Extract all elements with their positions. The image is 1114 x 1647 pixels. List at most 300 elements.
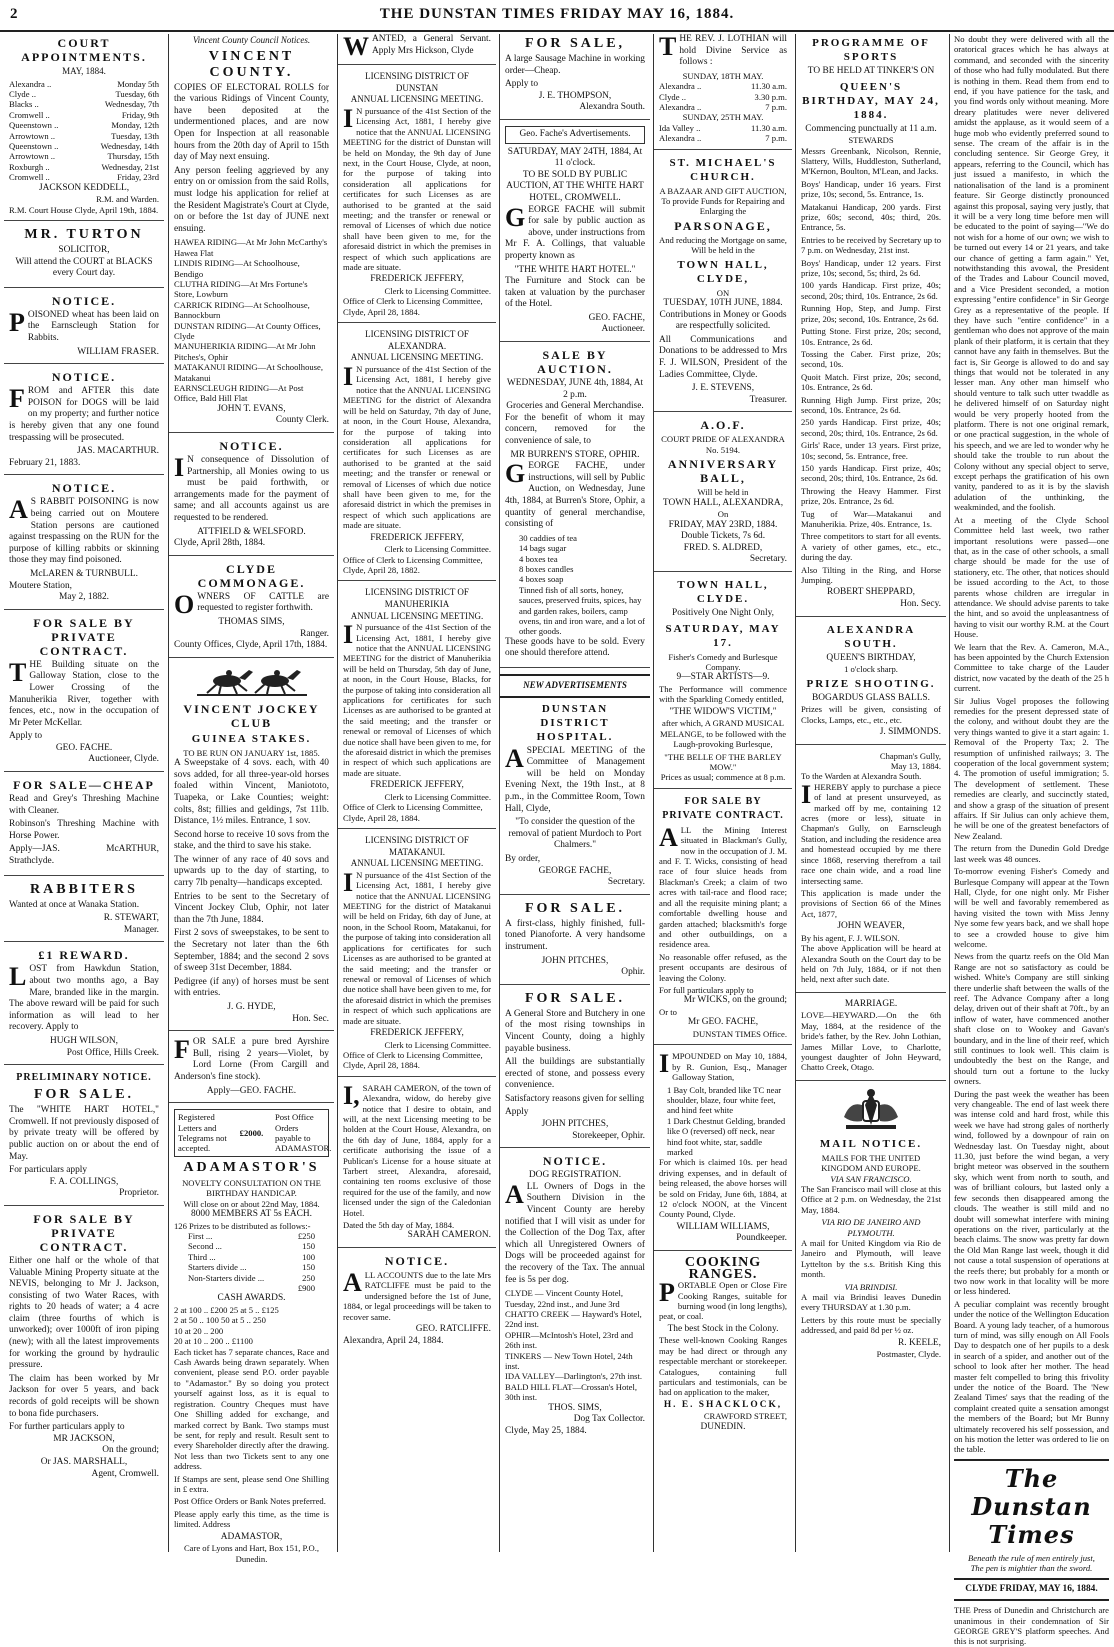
mine-signature: Mr GEO. FACHE, bbox=[687, 1017, 759, 1028]
riding-item: DUNSTAN RIDING—At County Offices, Clyde bbox=[174, 320, 321, 341]
rabbiters-signature: R. STEWART, bbox=[103, 913, 159, 924]
alex-prize: PRIZE SHOOTING. bbox=[806, 677, 936, 690]
th-date: SATURDAY, MAY 17. bbox=[665, 622, 781, 649]
reward-signature-title: Post Office, Hills Creek. bbox=[66, 1047, 159, 1058]
cheap-text: Read and Grey's Threshing Machine with Cleaner. bbox=[9, 794, 159, 816]
pc-signature: Or JAS. MARSHALL, bbox=[40, 1457, 128, 1467]
newspaper-logo: The Dunstan Times bbox=[971, 1463, 1092, 1549]
news-paragraph: The return from the Dunedin Gold Dredge last week was 48 ounces. bbox=[954, 843, 1109, 864]
hospital-meeting bbox=[500, 702, 650, 895]
bull-text: FOR SALE a pure bred Ayrshire Bull, rising 2 years—Violet, by Lord Lorne (From Cargill and Anderson's fine stock). bbox=[174, 1035, 329, 1082]
dog-stop: CLYDE — Vincent County Hotel, Tuesday, 22nd inst., and June 3rd bbox=[505, 1288, 624, 1309]
lic-title: LICENSING DISTRICT OF MANUHERIKIA bbox=[365, 587, 469, 609]
store-title: FOR SALE. bbox=[524, 990, 626, 1006]
riding-item: CARRICK RIDING—At Schoolhouse, Bannockburn bbox=[174, 299, 310, 321]
prize-row: Third ... 100 bbox=[188, 1251, 315, 1262]
vc-title: VINCENT COUNTY. bbox=[208, 48, 295, 80]
lic-signature-title: Clerk to Licensing Committee. bbox=[384, 791, 491, 802]
adam-prizes bbox=[174, 1231, 329, 1293]
court-place: R.M. Court House Clyde, April 19th, 1884. bbox=[9, 204, 159, 215]
court-row: Blacks .. Wednesday, 7th bbox=[9, 99, 159, 110]
columns bbox=[4, 32, 1112, 1647]
imp-text: For which is claimed 10s. per head driving expenses, and in default of being released, the above horses will be sold on Friday, June 6th, 1884, at 12 o'clock NOON, at the Vincent County Pound, Clyde. bbox=[659, 1157, 787, 1220]
adam-box-left: Registered Letters and Telegrams not accepted. bbox=[178, 1112, 227, 1154]
column-3 bbox=[337, 34, 496, 1552]
war-place: Chapman's Gully, bbox=[879, 750, 941, 761]
dog-signature-title: Dog Tax Collector. bbox=[573, 1414, 645, 1425]
lic-place: Office of Clerk to Licensing Committee, Clyde, April 28, 1884. bbox=[343, 802, 483, 823]
court-appointments bbox=[4, 36, 164, 221]
adam-prizes-intro: 126 Prizes to be distributed as follows:- bbox=[174, 1220, 311, 1231]
forsale-signature-title: Proprietor. bbox=[119, 1188, 159, 1199]
column-2 bbox=[168, 34, 334, 1564]
event-item: Entries to be received by Secretary up to 7 p.m. on Wednesday, 21st inst. bbox=[801, 234, 941, 256]
mail-title: MAIL NOTICE. bbox=[819, 1137, 923, 1150]
stewards-title: STEWARDS bbox=[848, 135, 894, 146]
sports-programme bbox=[796, 36, 946, 617]
alex-signature: J. SIMMONDS. bbox=[879, 727, 941, 738]
turton-text: Will attend the COURT at BLACKS every Court day. bbox=[15, 256, 153, 279]
sale-signature-title: Auctioneer, Clyde. bbox=[88, 754, 159, 765]
sports-text: Three competitors to start for all events. A variety of other games, etc., etc., during the day. bbox=[801, 531, 941, 563]
cooking-ranges-ad bbox=[654, 1257, 792, 1438]
hosp-text: "To consider the question of the removal of patient Murdoch to Port Chalmers." bbox=[508, 817, 642, 851]
prize-row: £900 bbox=[297, 1283, 315, 1294]
lic-text: IN pursuance of the 41st Section of the Licensing Act, 1881, I hereby give notice that the ANNUAL LICENSING MEETING for the district of Manuherikia will be held on Thursday, 5th day of June, at noon, in the Court House, Blacks, for the purpose of taking into consideration all applications for certificates for such Licenses as are authorised to be granted at the said meeting; and the transfer or renewal or removal of Licenses of which due notice shall have been given to me, for the aforesaid district in which the premises in respect of which such applications are made are situate. bbox=[343, 620, 491, 778]
war-date: May 13, 1884. bbox=[890, 761, 941, 772]
alex-balls: BOGARDUS GLASS BALLS. bbox=[812, 692, 930, 703]
adam-cash bbox=[174, 1305, 329, 1347]
lic-title: LICENSING DISTRICT OF DUNSTAN bbox=[365, 71, 469, 93]
event-item: 150 yards Handicap. First prize, 40s; second, 20s; third, 10s. Entrance, 2s 6d. bbox=[801, 462, 941, 484]
cash-row: 2 at 50 .. 100 50 at 5 .. 250 bbox=[174, 1315, 266, 1326]
ann-sub: TO BE SOLD BY PUBLIC AUCTION, AT THE WHITE HART HOTEL, CROMWELL. bbox=[506, 169, 644, 203]
lic-text: IN pursuance of the 41st Section of the Licensing Act, 1881, I hereby give notice that the ANNUAL LICENSING MEETING for the district of Matakanui will be held on Friday, 6th day of June, at noon, in the School Room, Matakanui, for the purpose of taking into consideration all applications for certificates for such Licenses as are authorised to be granted at the said meeting; and the transfer or renewal or removal of Licenses of which due notice shall have been given to me, for the aforesaid district in which the premises in respect of which such applications are made are situate. bbox=[343, 867, 491, 1026]
adam-text: If Stamps are sent, please send One Shilling in £ extra. bbox=[174, 1473, 329, 1494]
service-row: Ida Valley .. 11.30 a.m. bbox=[659, 122, 787, 133]
sports-time: Commencing punctually at 11 a.m. bbox=[805, 123, 937, 134]
piano-text: A first-class, highly finished, full-toned Pianoforte. A very handsome instrument. bbox=[505, 918, 645, 952]
notice-title: NOTICE. bbox=[51, 370, 117, 385]
common-title: CLYDE COMMONAGE. bbox=[197, 561, 306, 590]
hosp-by: By order, bbox=[505, 853, 541, 864]
church-text: To provide Funds for Repairing and Enlarging the bbox=[661, 196, 785, 217]
rabbiters-ad bbox=[4, 882, 164, 943]
event-item: Boys' Handicap, under 16 years. First prize, 10s; second, 5s. Entrance, 1s. bbox=[801, 178, 941, 200]
loth-day: SUNDAY, 25TH MAY. bbox=[682, 112, 764, 123]
adam-cash-title: CASH AWARDS. bbox=[217, 1293, 286, 1304]
jockey-text: The winner of any race of 40 sovs and upwards up to the day of starting, to carry 7lb penalty—handicaps excepted. bbox=[174, 854, 329, 889]
war-to: To the Warden at Alexandra South. bbox=[801, 771, 922, 782]
notice-text: POISONED wheat has been laid on the Earnscleugh Station for Rabbits. bbox=[9, 307, 159, 344]
aof-signature: FRED. S. ALDRED, bbox=[683, 542, 763, 553]
pc-signature: Agent, Cromwell. bbox=[91, 1468, 159, 1479]
news-paragraph: Sir Julius Vogel proposes the following remedies for the present depressed state of the colony, and without doubt they are the very things wanted to give it a start again: 1. Removal of the Property Tax; 2. The resumption of unfinished railways; 3. The cooperation of the local government system; 4. The promotion of useful immigration; 5. The development of settlement. These remedies are clearly, and succinctly stated, and show a grasp of the situation of present affairs. If Sir Julius can only achieve them, he will be one of the greatest benefactors of New Zealand. bbox=[954, 695, 1109, 841]
sale-apply: Apply to bbox=[9, 731, 43, 742]
riding-item: MANUHERIKIA RIDING—At Mr John Pitches's, Ophir bbox=[174, 341, 316, 362]
war-text: IHEREBY apply to purchase a piece of land at present unsurveyed, as marked off by me, containing 12 acres (more or less), situate in Chapman's Gully, on Earnscleugh Station, and including the residence area and homestead occupied by me there since 1868, reserving therefrom a tail race one chain wide, and a road line intersecting same. bbox=[801, 779, 941, 886]
events-list bbox=[801, 179, 941, 530]
hosp-signature-title: Secretary. bbox=[607, 877, 645, 888]
sba-item: 14 bags sugar bbox=[519, 543, 567, 554]
vc-text: Any person feeling aggrieved by any entry on or omission from the said Rolls, must lodge his application for relief at the Resident Magistrate's Court at Clyde, on or before the 1st day of JUNE next ensuing. bbox=[174, 165, 329, 234]
event-item: 100 yards Handicap. First prize, 40s; second, 20s; third, 10s. Entrance, 2s 6d. bbox=[801, 280, 941, 301]
licensing-manuherikia bbox=[338, 587, 496, 829]
lic-signature: FREDERICK JEFFERY, bbox=[370, 274, 464, 285]
store-text: Satisfactory reasons given for selling bbox=[505, 1093, 645, 1104]
lic-sub: ANNUAL LICENSING MEETING. bbox=[350, 352, 484, 363]
notice-signature: WILLIAM FRASER. bbox=[77, 346, 159, 357]
alex-sub: QUEEN'S BIRTHDAY, bbox=[826, 652, 916, 663]
column-6 bbox=[795, 34, 946, 1552]
aof-title: A.O.F. bbox=[700, 418, 746, 433]
aof-sub: COURT PRIDE OF ALEXANDRA No. 5194. bbox=[661, 434, 785, 455]
vc-signature: JOHN T. EVANS, bbox=[217, 403, 286, 414]
cheap-apply: Apply—JAS. McARTHUR, Strathclyde. bbox=[9, 844, 159, 867]
dog-sub: DOG REGISTRATION. bbox=[528, 1170, 622, 1181]
lic-signature: FREDERICK JEFFERY, bbox=[370, 780, 464, 791]
aof-place: TOWN HALL, ALEXANDRA, bbox=[662, 497, 784, 508]
pc-text: The claim has been worked by Mr Jackson for over 5 years, and back records of gold receipts will be shown to bona fide purchasers. bbox=[9, 1373, 159, 1419]
notice-date: May 2, 1882. bbox=[59, 592, 109, 603]
store-sale bbox=[500, 991, 650, 1149]
store-signature: JOHN PITCHES, bbox=[541, 1119, 609, 1130]
cash-row: 20 at 10 .. 200 .. £1100 bbox=[174, 1336, 253, 1347]
ann-title: Geo. Fache's Advertisements. bbox=[505, 126, 645, 144]
rabbiters-title: RABBITERS bbox=[30, 881, 138, 897]
church-text: Contributions in Money or Goods are respectfully solicited. bbox=[659, 309, 787, 332]
th-text: The Performance will commence with the Sparkling Comedy entitled, bbox=[659, 684, 787, 705]
imp-item: 1 Bay Colt, branded like TC near shoulder, blaze, four white feet, and hind feet white bbox=[667, 1084, 782, 1116]
stewards-text: Messrs Greenbank, Nicolson, Rennie, Slattery, Wills, Huddleston, Sutherland, M'Kernon, Boulton, M'Lean, and Jacks. bbox=[801, 145, 941, 177]
aof-tickets: Double Tickets, 7s 6d. bbox=[680, 531, 766, 542]
mar-title: MARRIAGE. bbox=[844, 998, 898, 1009]
lead-paragraph: THE Press of Dunedin and Christchurch are unanimous in their condemnation of Sir GEORGE GREY'S platform speeches. And this is not surprising. bbox=[954, 1605, 1109, 1647]
lic-place: Office of Clerk to Licensing Committee, Clyde, April 28, 1882. bbox=[343, 554, 483, 575]
aof-signature-title: Secretary. bbox=[749, 554, 787, 565]
adam-text: Each ticket has 7 separate chances, Race and Cash Awards being drawn separately. When convenient, please send P.O. order payable to "Adamastor." By so doing you protect yourself against loss, as it is equal to registration. Country Cheques must have One Shilling added for exchange, and marked correct by Bank. Two stamps must be sent, for reply and result. Result sent to every Shareholder directly after the drawing. Not less than two Tickets sent to any one address. bbox=[174, 1346, 329, 1472]
sale-text: THE Building situate on the Galloway Station, close to the Lower Crossing of the Manuherikia River, together with fences, etc., now in the occupation of Mr Peter McKellar. bbox=[9, 657, 159, 728]
building-sale bbox=[4, 616, 164, 772]
dis-signature: ATTFIELD & WELSFORD. bbox=[197, 526, 306, 537]
lic-signature: FREDERICK JEFFERY, bbox=[370, 532, 464, 543]
pc-apply: For further particulars apply to bbox=[9, 1422, 125, 1433]
rat-title: NOTICE. bbox=[384, 1254, 450, 1269]
lic-signature-title: Clerk to Licensing Committee. bbox=[384, 544, 491, 555]
store-text: All the buildings are substantially erected of stone, and possess every convenience. bbox=[505, 1057, 645, 1091]
racehorse-illustration bbox=[197, 664, 307, 698]
war-text: This application is made under the provisions of Section 66 of the Mines Act, 1877, bbox=[801, 887, 941, 919]
pc-title: FOR SALE BY PRIVATE CONTRACT. bbox=[33, 1211, 135, 1254]
cash-row: 10 at 20 .. 200 bbox=[174, 1325, 224, 1336]
war-text: The above Application will be heard at Alexandra South on the Court day to be held on 7th July, 1884, or if not then held, next after such date. bbox=[801, 943, 941, 985]
ann-signature-title: Auctioneer. bbox=[601, 324, 645, 335]
rabbiters-text: Wanted at once at Wanaka Station. bbox=[9, 899, 140, 910]
lothian-services bbox=[654, 34, 792, 150]
fache-auction bbox=[500, 126, 650, 342]
th-play: "THE BELLE OF THE BARLEY MOW." bbox=[664, 751, 782, 773]
rabbiters-signature-title: Manager. bbox=[123, 924, 159, 935]
forsale-apply: For particulars apply bbox=[9, 1165, 88, 1176]
jockey-text: Entries to be sent to the Secretary of Vincent Jockey Club, Ophir, not later than the 7th June, 1884. bbox=[174, 891, 329, 925]
alexandra-south-shooting bbox=[796, 623, 946, 745]
vc-text: COPIES OF ELECTORAL ROLLS for the various Ridings of Vincent County, have been deposited at the undermentioned places, and are now Open for Inspection at all reasonable hours from the 20th day of April to 15th day of May next ensuing. bbox=[174, 82, 329, 163]
column-4 bbox=[499, 34, 650, 1552]
dog-stop: CHATTO CREEK — Hayward's Hotel, 22nd inst. bbox=[505, 1309, 642, 1330]
prize-row: First ... £250 bbox=[188, 1231, 315, 1241]
masthead bbox=[0, 0, 1114, 32]
town-hall-show bbox=[654, 578, 792, 789]
dog-stop: OPHIR—McIntosh's Hotel, 23rd and 26th inst. bbox=[505, 1329, 634, 1351]
cook-text: PORTABLE Open or Close Fire Cooking Ranges, suitable for burning wood (in long lengths), peat, or coal. bbox=[659, 1278, 787, 1322]
mining-property-sale bbox=[4, 1212, 164, 1485]
wanted-ad bbox=[338, 34, 496, 65]
divider bbox=[500, 674, 650, 676]
cook-text: These well-known Cooking Ranges may be had direct or through any respectable merchant or storekeeper. Catalogues, containing full particulars and testimonials, can be had on application to the maker, bbox=[659, 1335, 787, 1398]
cameron-license bbox=[338, 1080, 496, 1248]
jockey-title: VINCENT JOCKEY CLUB bbox=[183, 701, 320, 730]
adam-text: Please apply early this time, as the time is limited. Address bbox=[174, 1508, 329, 1530]
sba-items bbox=[505, 533, 645, 637]
lic-title: LICENSING DISTRICT OF MATAKANUI. bbox=[365, 835, 469, 857]
sports-title: PROGRAMME OF SPORTS bbox=[812, 37, 930, 63]
dateline: CLYDE FRIDAY, MAY 16, 1884. bbox=[965, 1583, 1098, 1594]
cheap-text: Robinson's Threshing Machine with Horse Power. bbox=[9, 819, 159, 841]
vc-header: Vincent County Council Notices. bbox=[192, 35, 311, 45]
aof-on: On bbox=[717, 509, 729, 520]
common-signature: THOMAS SIMS, bbox=[218, 616, 285, 627]
riding-item: CLUTHA RIDING—At Mrs Fortune's Store, Lowburn bbox=[174, 278, 308, 300]
ann-date: SATURDAY, MAY 24TH, 1884, At 11 o'clock. bbox=[507, 146, 643, 169]
dissolution-notice bbox=[169, 439, 334, 556]
pc-signature: On the ground; bbox=[102, 1445, 159, 1456]
pc-text: Either one half or the whole of that Valuable Mining Property situate at the NEVIS, belonging to Mr J. Jackson, consisting of two Water Races, with rights to 20 heads of water; a 4 acre claim (three fourths of which is unworked); over 1000ft of iron piping (new); with all the latest improvements for working the ground by hydraulic pressure. bbox=[9, 1255, 159, 1371]
war-signature: JOHN WEAVER, bbox=[837, 921, 905, 932]
dog-stop: TINKERS — New Town Hotel, 24th inst. bbox=[505, 1350, 633, 1372]
event-item: Throwing the Heavy Hammer. First prize, 20s. Entrance, 2s 6d. bbox=[801, 485, 941, 507]
event-item: Putting Stone. First prize, 20s; second, 10s. Entrance, 2s 6d. bbox=[801, 326, 941, 347]
news-paragraph: A peculiar complaint was recently brought under the notice of the Wellington Education Board. A young lady teacher, of a humorous turn of mind, was silly enough on All Fools Day to despatch one of her pupils to a desk in search of a spider, and another out of the school to look after her mother. The head master felt compelled to bring this frivolity under the notice of the Board. The 'New Zealand Times' says that the reading of the complaint created quite a sensation amongst the members of the Board; but Mr Bunny ultimately recovered his self possession, and on his motion the letter was ordered to lie on the table. bbox=[954, 1298, 1109, 1455]
lic-place: Office of Clerk to Licensing Committee, Clyde, April 28, 1884. bbox=[343, 1049, 483, 1071]
adam-box-center: £2000. bbox=[239, 1127, 264, 1138]
sausage-sale bbox=[500, 36, 650, 120]
saus-signature: J. E. THOMPSON, bbox=[538, 90, 612, 101]
aof-ball bbox=[654, 418, 792, 572]
turton-sub: SOLICITOR, bbox=[58, 245, 110, 256]
ophir-auction bbox=[500, 348, 650, 668]
mail-via: VIA BRINDISI. bbox=[844, 1281, 898, 1292]
dog-schedule bbox=[505, 1288, 645, 1402]
service-row: Alexandra .. 11.30 a.m. bbox=[659, 81, 787, 92]
mine-signature: Mr WICKS, on the ground; bbox=[683, 995, 787, 1006]
mine-apply: For full particulars apply to bbox=[659, 984, 754, 995]
ridings-list bbox=[174, 237, 329, 404]
column-1 bbox=[4, 34, 164, 1552]
piano-signature-title: Ophir. bbox=[621, 967, 645, 978]
lic-text: IN pursuance of the 41st Section of the Licensing Act, 1881, I hereby give notice that the ANNUAL LICENSING MEETING for the district of Alexandra will be held on Saturday, 7th day of June, at noon, in the Court House, Alexandra, for the purpose of taking into consideration all applications for certificates for such Licenses as are authorised to be granted at the said meeting; and the transfer or renewal or removal of Licenses of which due notice shall have been given to me, for the aforesaid district in which the premises in respect of which such applications are made are situate. bbox=[343, 362, 491, 531]
vc-signature-title: County Clerk. bbox=[275, 415, 329, 426]
new-advertisements-heading: NEW ADVERTISEMENTS bbox=[523, 680, 627, 691]
hosp-signature: GEORGE FACHE, bbox=[538, 865, 612, 876]
event-item: Girls' Race, under 13 years. First prize, 10s; second, 5s. Entrance, free. bbox=[801, 440, 941, 461]
loth-text: THE REV. J. LOTHIAN will hold Divine Service as follows : bbox=[659, 32, 787, 68]
mail-text: A mail for United Kingdom via Rio de Janeiro and Plymouth, will leave Lyttelton by the s.s. British King this month. bbox=[801, 1238, 941, 1280]
reward-ad bbox=[4, 948, 164, 1065]
service-row: Alexandra .. 7 p.m. bbox=[659, 102, 787, 112]
sba-sub: Groceries and General Merchandise. bbox=[506, 401, 644, 412]
imp-signature-title: Poundkeeper. bbox=[736, 1233, 787, 1244]
lic-sub: ANNUAL LICENSING MEETING. bbox=[350, 94, 484, 105]
event-item: Tossing the Caber. First prize, 20s; second, 10s. bbox=[801, 348, 941, 370]
adam-box bbox=[174, 1109, 332, 1157]
adam-sub: NOVELTY CONSULTATION ON THE BIRTHDAY HANDICAP. bbox=[182, 1177, 321, 1199]
sarah-text: I,SARAH CAMERON, of the town of Alexandra, widow, do hereby give notice that I desire to obtain, and will, at the next Licensing meeting to be holden at the Court House, Alexandra, on the 6th day of June, 1884, apply for a certificate authorising the issue of a Publican's License for a house situate at Tarbert street, Alexandra, aforesaid, containing ten rooms exclusive of those required for the use of the family, and now licensed under the sign of the Caledonian Hotel. bbox=[343, 1080, 491, 1218]
church-text: All Communications and Donations to be addressed to Mrs F. J. WILSON, President of the Ladies Committee, Clyde. bbox=[659, 334, 787, 380]
bull-apply: Apply—GEO. FACHE. bbox=[206, 1085, 297, 1096]
reward-signature: HUGH WILSON, bbox=[49, 1035, 119, 1046]
store-text: A General Store and Butchery in one of the most rising townships in Vincent County, doing a highly payable business. bbox=[505, 1008, 645, 1054]
event-item: Quoit Match. First prize, 20s; second, 10s. Entrance, 2s 6d. bbox=[801, 371, 941, 393]
cook-text: The best Stock in the Colony. bbox=[667, 1323, 779, 1334]
mail-sub: MAILS FOR THE UNITED KINGDOM AND EUROPE. bbox=[821, 1152, 921, 1174]
event-item: Running Hop, Step, and Jump. First prize, 20s; second, 10s. Entrance, 2s 6d. bbox=[801, 303, 941, 324]
turton-ad bbox=[4, 227, 164, 288]
sba-place: MR BURREN'S STORE, OPHIR. bbox=[510, 449, 640, 460]
court-row: Arrowtown .. Tuesday, 13th bbox=[9, 130, 159, 141]
forsale-signature: F. A. COLLINGS, bbox=[49, 1176, 119, 1187]
riding-item: HAWEA RIDING—At Mr John McCarthy's Hawea Flat bbox=[174, 237, 328, 258]
bull-sale bbox=[169, 1037, 334, 1103]
notice-signature: JAS. MACARTHUR. bbox=[76, 446, 159, 457]
common-text: OWNERS OF CATTLE are requested to register forthwith. bbox=[174, 589, 329, 619]
sarah-signature: SARAH CAMERON. bbox=[407, 1230, 491, 1241]
rat-place: Alexandra, April 24, 1884. bbox=[343, 1335, 444, 1346]
news-paragraph: We learn that the Rev. A. Cameron, M.A., has been appointed by the Church Extension Committee to take charge of the Lauder district, now vacated by the death of the 25 h current. bbox=[954, 641, 1109, 694]
ann-text: The Furniture and Stock can be taken at valuation by the purchaser of the Hotel. bbox=[505, 276, 645, 310]
notice-place: Moutere Station, bbox=[9, 580, 73, 591]
lic-place: Office of Clerk to Licensing Committee, Clyde, April 28, 1884. bbox=[343, 296, 483, 317]
sba-date: WEDNESDAY, JUNE 4th, 1884, At 2 p.m. bbox=[506, 378, 644, 400]
impounded-notice bbox=[654, 1051, 792, 1251]
aof-text: Will be held in bbox=[697, 487, 749, 498]
dog-text: ALL Owners of Dogs in the Southern Division in the Vincent County are hereby notified that I will visit as under for the Collection of the Dog Tax, after which all Unregistered Owners of Dogs will be proceeded against for the recovery of the Tax. The annual fee is 5s per dog. bbox=[505, 1179, 645, 1285]
sba-text: For the benefit of whom it may concern, removed for the convenience of sale, to bbox=[505, 412, 645, 447]
piano-sale bbox=[500, 901, 650, 985]
prize-row: Second ... 150 bbox=[188, 1241, 315, 1252]
court-row: Arrowtown .. Thursday, 15th bbox=[9, 151, 159, 162]
wanted-text: WANTED, a General Servant. Apply Mrs Hickson, Clyde bbox=[343, 32, 491, 61]
church-name: PARSONAGE, bbox=[674, 218, 772, 233]
riding-item: MATAKANUI RIDING—At Schoolhouse, Matakanui bbox=[174, 362, 323, 383]
dis-text: IN consequence of Dissolution of Partnership, all Monies owing to us must be paid forthwith, or arrangements made for the payment of same; and all accounts against us are requested to be rendered. bbox=[174, 453, 329, 523]
riding-item: LINDIS RIDING—At Schoolhouse, Bendigo bbox=[174, 258, 300, 279]
mail-text: A mail via Brindisi leaves Dunedin every THURSDAY at 1.30 p.m. bbox=[801, 1292, 941, 1313]
editorial bbox=[950, 34, 1113, 1647]
court-row: Roxburgh .. Wednesday, 21st bbox=[9, 161, 159, 172]
imp-items bbox=[659, 1085, 787, 1158]
blackmans-gully-sale bbox=[654, 795, 792, 1046]
notice-date: February 21, 1883. bbox=[9, 457, 81, 468]
loth-schedule bbox=[659, 123, 787, 144]
sports-sub: TO BE HELD AT TINKER'S ON bbox=[807, 66, 935, 76]
mail-text: Letters by this route must be specially addressed, and paid 8d per ½ oz. bbox=[801, 1314, 941, 1336]
news-paragraph: At a meeting of the Clyde School Committee held last week, two rather important resolutions were passed—one that, as in the case of other schools, a small charge should be made for the use of stationery, etc. The other, that notices should be issued according to the Act, to those parents whose children are irregular in attendance. We should advise parents to take the hint, and so avoid the unpleasantness of having to visit our worthy R.M. at the Court House. bbox=[954, 514, 1109, 640]
sarah-date: Dated the 5th day of May, 1884. bbox=[343, 1220, 455, 1231]
ratcliffe-notice bbox=[338, 1254, 496, 1352]
reward-text: LOST from Hawkdun Station, about two months ago, a Bay Mare, branded like in the margin. The above reward will be paid for such information as will lead to her recovery. Apply to bbox=[9, 962, 159, 1033]
forsale-title: FOR SALE. bbox=[33, 1087, 135, 1103]
service-row: Clyde .. 3.30 p.m. bbox=[659, 91, 787, 102]
imp-signature: WILLIAM WILLIAMS, bbox=[676, 1221, 770, 1232]
imp-text: IMPOUNDED on May 10, 1884, by R. Gunion, Esq., Manager Galloway Station, bbox=[659, 1049, 787, 1083]
mine-or: Or to bbox=[659, 1006, 677, 1017]
piano-title: FOR SALE. bbox=[524, 900, 626, 916]
ann-name: "THE WHITE HART HOTEL." bbox=[514, 264, 636, 275]
cook-signature: H. E. SHACKLOCK, bbox=[663, 1399, 783, 1410]
alex-text: Prizes will be given, consisting of Clocks, Lamps, etc., etc., etc. bbox=[801, 704, 941, 725]
church-sub: A BAZAAR AND GIFT AUCTION, bbox=[659, 185, 787, 196]
licensing-alexandra bbox=[338, 329, 496, 581]
prize-row: Non-Starters divide ... 250 bbox=[188, 1272, 315, 1283]
sba-item: Tinned fish of all sorts, honey, sauces, preserved fruits, spices, hay and garden rakes, boilers, camp ovens, tin and iron ware, and a lot of other goods. bbox=[519, 584, 646, 637]
store-apply: Apply bbox=[505, 1107, 529, 1118]
jockey-text: Second horse to receive 10 sovs from the stake, and the third to save his stake. bbox=[174, 829, 329, 852]
jockey-run: TO BE RUN ON JANUARY 1st, 1885. bbox=[183, 747, 320, 758]
mail-text: The San Francisco mail will close at this Office at 2 p.m. on Wednesday, the 21st May, 1884. bbox=[801, 1184, 941, 1215]
adam-members: 8000 MEMBERS AT 5s EACH. bbox=[191, 1209, 312, 1219]
st-michaels-bazaar bbox=[654, 156, 792, 413]
aof-date: FRIDAY, MAY 23RD, 1884. bbox=[668, 519, 778, 530]
lic-sub: ANNUAL LICENSING MEETING. bbox=[350, 610, 484, 621]
sports-text: Also Tilting in the Ring, and Horse Jumping. bbox=[801, 564, 941, 586]
cash-row: 2 at 100 .. £200 25 at 5 .. £125 bbox=[174, 1305, 279, 1316]
th-prices: Prices as usual; commence at 8 p.m. bbox=[660, 772, 786, 783]
store-signature-title: Storekeeper, Ophir. bbox=[572, 1130, 645, 1141]
dog-date: Clyde, May 25, 1884. bbox=[505, 1425, 587, 1436]
sports-signature: ROBERT SHEPPARD, bbox=[826, 587, 915, 598]
hosp-text: ASPECIAL MEETING of the Committee of Management will be held on Monday Evening Next, the 19th Inst., at 8 p.m., in the Committee Room, Town Hall, Clyde, bbox=[505, 743, 645, 814]
imp-item: 1 Dark Chestnut Gelding, branded like O (reversed) off neck, near hind foot white, star, saddle marked bbox=[667, 1115, 786, 1157]
adam-close: Will close on or about 22nd May, 1884. bbox=[183, 1198, 320, 1209]
dog-signature: THOS. SIMS, bbox=[548, 1402, 602, 1413]
marriage-notice bbox=[796, 999, 946, 1081]
mine-signature: DUNSTAN TIMES Office. bbox=[692, 1028, 787, 1039]
alex-time: 1 o'clock sharp. bbox=[844, 664, 898, 675]
notice-text: FROM and AFTER this date POISON for DOGS will be laid on my property; and further notice is hereby given that any one found trespassing will be prosecuted. bbox=[9, 384, 159, 443]
th-text: Fisher's Comedy and Burlesque Company. bbox=[668, 651, 778, 672]
cook-city: DUNEDIN. bbox=[700, 1421, 746, 1432]
jockey-sub: GUINEA STAKES. bbox=[191, 732, 312, 745]
church-title: ST. MICHAEL'S CHURCH. bbox=[669, 156, 777, 183]
news-paragraph: During the past week the weather has been very changeable. The end of last week there was intense cold and hard frost, while this week we have had strong gales of northerly wind, followed by a downpour of rain on Wednesday last. On Tuesday night, about 11.30, just before the wind began, a very bright meteor was observed in the southern sky, which went from north to south, and was of brilliant colours, but lasted only a few seconds then disappeared among the clouds. The weather is still mild and no doubt will somewhat interfere with mining operations on the river, particularly at the beach claims. The snow was pretty far down the Old Man Range last week, though it did not cause a total suspension of operations at the reefs there; but probably for a month or two now work in that locality will be more or less hindered. bbox=[954, 1088, 1109, 1297]
riding-item: EARNSCLEUGH RIDING—At Post Office, Bald Hill Flat bbox=[174, 383, 304, 404]
saus-apply: Apply to bbox=[505, 79, 539, 90]
newspaper-title: THE DUNSTAN TIMES FRIDAY MAY 16, 1884. bbox=[379, 6, 735, 22]
sale-title: FOR SALE BY PRIVATE CONTRACT. bbox=[33, 615, 135, 658]
pc-signature: MR JACKSON, bbox=[53, 1433, 115, 1444]
notice-title: NOTICE. bbox=[51, 293, 117, 308]
common-signature-title: Ranger. bbox=[300, 628, 329, 639]
lic-signature-title: Clerk to Licensing Committee. bbox=[384, 286, 491, 297]
event-item: Matakanui Handicap, 200 yards. First prize, 60s; second, 40s; third, 20s. Entrance, 5s. bbox=[801, 201, 941, 233]
sba-item: 30 caddies of tea bbox=[519, 532, 577, 543]
saus-title: FOR SALE, bbox=[524, 36, 626, 51]
rabbit-notice bbox=[4, 481, 164, 609]
adam-address: Care of Lyons and Hart, Box 151, P.O., Dunedin. bbox=[183, 1543, 320, 1564]
th-text: after which, A GRAND MUSICAL MELANGE, to be followed with the Laugh-provoking Burlesque, bbox=[659, 718, 787, 750]
adam-title: ADAMASTOR'S bbox=[183, 1159, 320, 1175]
lic-title: LICENSING DISTRICT OF ALEXANDRA. bbox=[365, 329, 469, 351]
